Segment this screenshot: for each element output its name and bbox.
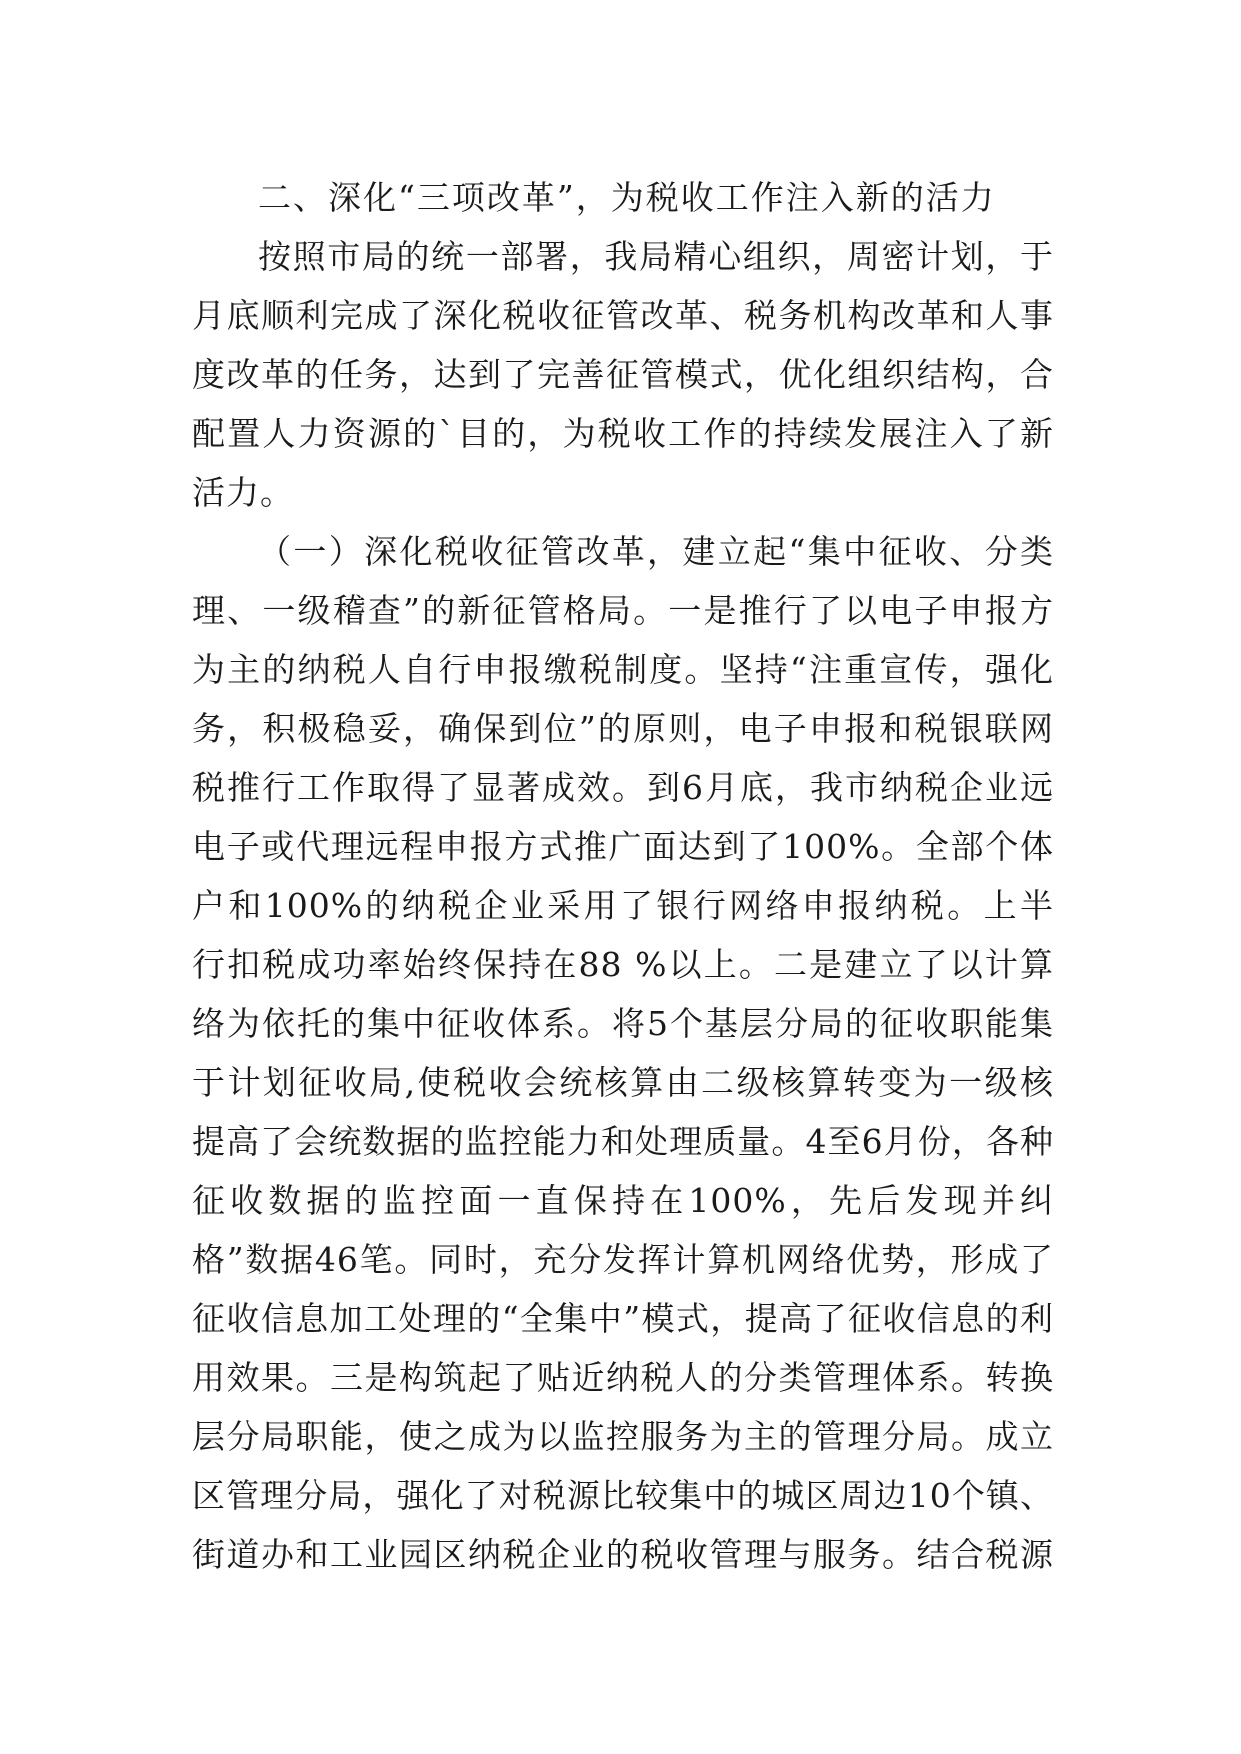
paragraph-line: 街道办和工业园区纳税企业的税收管理与服务。结合税源 (192, 1535, 1054, 1574)
paragraph-line: 为主的纳税人自行申报缴税制度。坚持“注重宣传，强化 (192, 650, 1054, 689)
paragraph-line: 税推行工作取得了显著成效。到6月底，我市纳税企业远 (192, 768, 1054, 807)
document-page (192, 168, 1054, 1584)
paragraph-line: 提高了会统数据的监控能力和处理质量。4至6月份，各种 (192, 1122, 1054, 1161)
paragraph-line: 层分局职能，使之成为以监控服务为主的管理分局。成立 (192, 1417, 1054, 1456)
paragraph-line: 区管理分局，强化了对税源比较集中的城区周边10个镇、 (192, 1476, 1054, 1515)
paragraph-line: 行扣税成功率始终保持在88 %以上。二是建立了以计算 (192, 945, 1054, 984)
paragraph-line: 征收信息加工处理的“全集中”模式，提高了征收信息的利 (192, 1299, 1054, 1338)
paragraph-line: 电子或代理远程申报方式推广面达到了100%。全部个体 (192, 827, 1054, 866)
paragraph-line: 络为依托的集中征收体系。将5个基层分局的征收职能集 (192, 1004, 1054, 1043)
paragraph-line: 于计划征收局,使税收会统核算由二级核算转变为一级核 (192, 1063, 1054, 1102)
paragraph-line: 活力。 (192, 473, 294, 512)
paragraph-line: 户和100%的纳税企业采用了银行网络申报纳税。上半 (192, 886, 1054, 925)
paragraph-1 (192, 227, 1054, 522)
section-heading: 二、深化“三项改革”，为税收工作注入新的活力 (258, 178, 996, 217)
paragraph-line: 月底顺利完成了深化税收征管改革、税务机构改革和人事 (192, 296, 1054, 335)
paragraph-line: 配置人力资源的`目的，为税收工作的持续发展注入了新 (192, 414, 1054, 453)
paragraph-line: 理、一级稽查”的新征管格局。一是推行了以电子申报方 (192, 591, 1054, 630)
paragraph-2 (192, 522, 1054, 1584)
paragraph-line: 用效果。三是构筑起了贴近纳税人的分类管理体系。转换 (192, 1358, 1054, 1397)
paragraph-line: 务，积极稳妥，确保到位”的原则，电子申报和税银联网 (192, 709, 1054, 748)
paragraph-line: （一）深化税收征管改革，建立起“集中征收、分类 (258, 532, 1054, 571)
paragraph-line: 按照市局的统一部署，我局精心组织，周密计划，于 (258, 237, 1054, 276)
paragraph-line: 征收数据的监控面一直保持在100%，先后发现并纠 (192, 1181, 1054, 1220)
paragraph-line: 度改革的任务，达到了完善征管模式，优化组织结构，合 (192, 355, 1054, 394)
paragraph-line: 格”数据46笔。同时，充分发挥计算机网络优势，形成了 (192, 1240, 1054, 1279)
